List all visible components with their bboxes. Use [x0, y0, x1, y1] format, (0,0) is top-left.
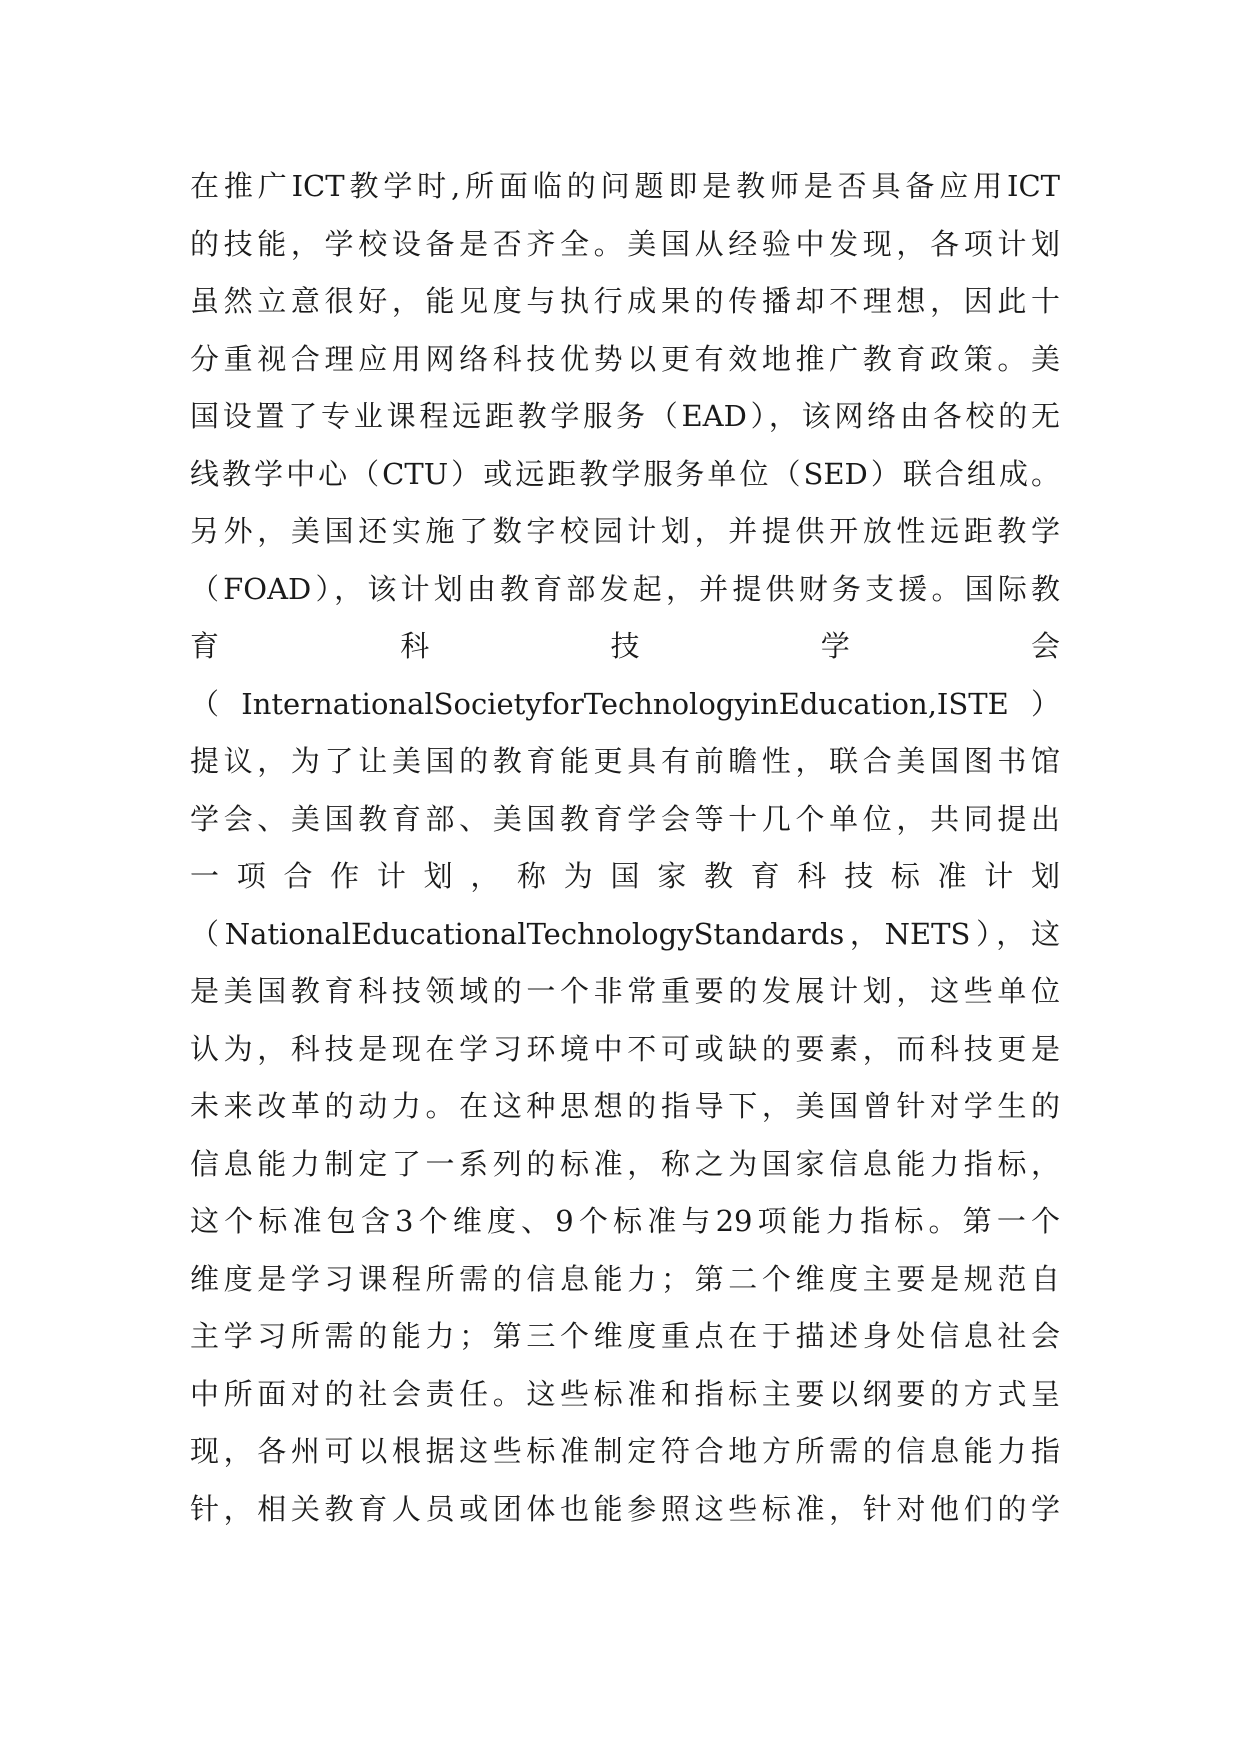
body-paragraph [190, 158, 1060, 1538]
text-line: （NationalEducationalTechnologyStandards，NETS），这 [190, 916, 1060, 951]
text-line: 一 项 合 作 计 划 ， 称 为 国 家 教 育 科 技 标 准 计 划 [190, 859, 1060, 893]
text-line: 未来改革的动力。在这种思想的指导下，美国曾针对学生的 [190, 1089, 1060, 1123]
text-line: 认为，科技是现在学习环境中不可或缺的要素，而科技更是 [190, 1031, 1060, 1066]
text-line: 主学习所需的能力；第三个维度重点在于描述身处信息社会 [190, 1319, 1060, 1353]
text-line: 针，相关教育人员或团体也能参照这些标准，针对他们的学 [190, 1491, 1060, 1526]
text-line: 国设置了专业课程远距教学服务（EAD），该网络由各校的无 [190, 399, 1060, 433]
text-line: （InternationalSocietyforTechnologyinEducation,ISTE） [190, 686, 1060, 721]
text-line: 线教学中心（CTU）或远距教学服务单位（SED）联合组成。 [190, 456, 1060, 491]
text-line: 信息能力制定了一系列的标准，称之为国家信息能力指标， [190, 1146, 1060, 1181]
text-line: 这个标准包含3个维度、9个标准与29项能力指标。第一个 [190, 1204, 1060, 1238]
text-line: 的技能，学校设备是否齐全。美国从经验中发现，各项计划 [190, 226, 1060, 261]
text-line: 在推广ICT教学时,所面临的问题即是教师是否具备应用ICT [190, 169, 1060, 203]
text-line: 学会、美国教育部、美国教育学会等十几个单位，共同提出 [190, 801, 1060, 836]
text-line: 分重视合理应用网络科技优势以更有效地推广教育政策。美 [190, 341, 1060, 376]
text-line: 是美国教育科技领域的一个非常重要的发展计划，这些单位 [190, 974, 1060, 1008]
text-line: 虽然立意很好，能见度与执行成果的传播却不理想，因此十 [190, 284, 1060, 318]
text-line: 另外，美国还实施了数字校园计划，并提供开放性远距教学 [190, 514, 1060, 548]
text-line: 中所面对的社会责任。这些标准和指标主要以纲要的方式呈 [190, 1376, 1060, 1411]
text-line: 提议，为了让美国的教育能更具有前瞻性，联合美国图书馆 [190, 744, 1060, 778]
text-line: （FOAD），该计划由教育部发起，并提供财务支援。国际教 [190, 571, 1060, 606]
text-line: 现，各州可以根据这些标准制定符合地方所需的信息能力指 [190, 1434, 1060, 1468]
text-line: 育 科 技 学 会 [190, 629, 1060, 663]
text-line: 维度是学习课程所需的信息能力；第二个维度主要是规范自 [190, 1261, 1060, 1296]
